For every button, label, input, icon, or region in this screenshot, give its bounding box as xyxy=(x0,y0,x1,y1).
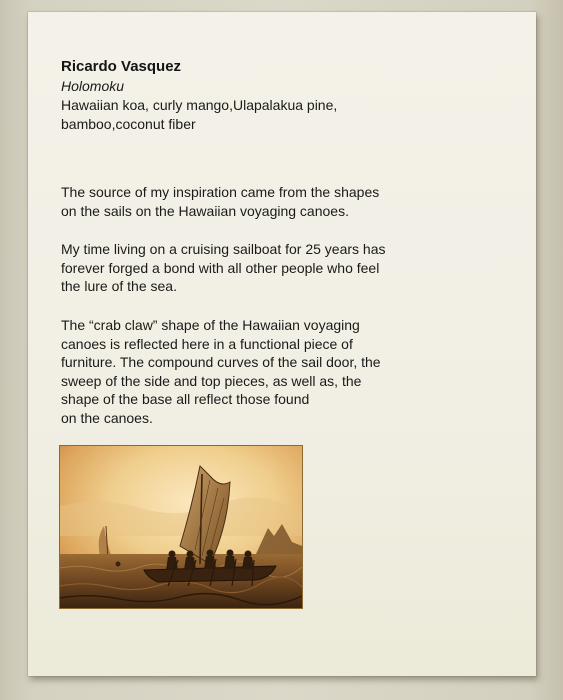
canoe-picture xyxy=(60,446,302,608)
description-paragraph xyxy=(61,183,461,220)
description-paragraph xyxy=(61,316,461,428)
paragraph-line: canoes is reflected here in a functional piece of xyxy=(61,335,353,352)
paragraph-line: shape of the base all reflect those found xyxy=(61,391,310,408)
paragraph-line: on the canoes. xyxy=(61,409,153,426)
paragraph-line: on the sails on the Hawaiian voyaging canoes. xyxy=(61,202,349,219)
paragraph-line: The “crab claw” shape of the Hawaiian voyaging xyxy=(61,317,360,333)
paragraph-line: the lure of the sea. xyxy=(61,278,177,295)
materials-line: Hawaiian koa, curly mango,Ulapalakua pine, xyxy=(61,97,338,113)
artwork-materials xyxy=(61,96,421,134)
artist-name: Ricardo Vasquez xyxy=(61,58,182,75)
materials-line: bamboo,coconut fiber xyxy=(61,116,196,132)
paragraph-line: My time living on a cruising sailboat for 25 years has xyxy=(61,241,386,257)
paragraph-line: furniture. The compound curves of the sail door, the xyxy=(61,354,381,371)
description-paragraph xyxy=(61,240,461,296)
paragraph-line: sweep of the side and top pieces, as well as, the xyxy=(61,372,362,389)
artwork-title: Holomoku xyxy=(61,78,125,94)
paragraph-line: forever forged a bond with all other people who feel xyxy=(61,259,380,276)
paragraph-line: The source of my inspiration came from the shapes xyxy=(61,184,380,200)
voyaging-canoe-illustration xyxy=(60,446,302,608)
